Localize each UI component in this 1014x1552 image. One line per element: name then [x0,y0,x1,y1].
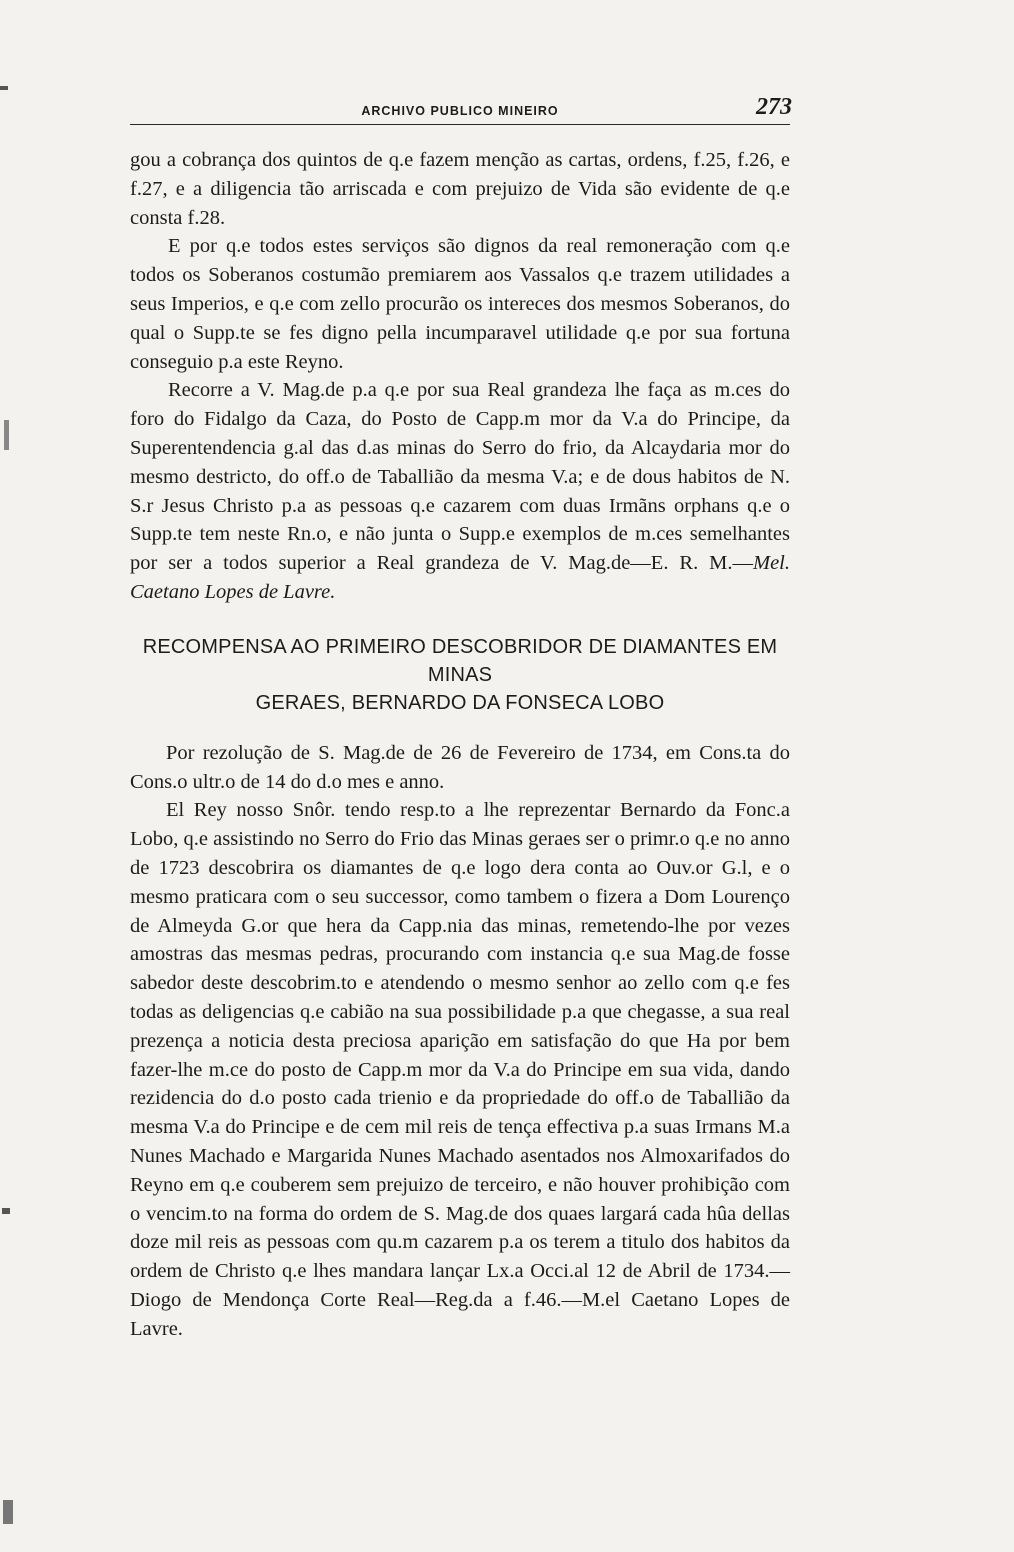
paragraph: El Rey nosso Snôr. tendo resp.to a lhe reprezentar Bernardo da Fonc.a Lobo, q.e assistindo no Serro do Frio das Minas geraes ser o primr.o q.e no anno de 1723 descobrira os diamantes de q.e logo dera conta ao Ouv.or G.l, e o mesmo praticara com o seu successor, como tambem o fizera a Dom Lourenço de Almeyda G.or que hera da Capp.nia das minas, remetendo-lhe por vezes amostras das mesmas pedras, procurando com instancia q.e sua Mag.de fosse sabedor deste descobrim.to e atendendo o mesmo senhor ao zello com q.e fes todas as deligencias q.e cabião na sua possibilidade p.a que chegasse, a sua real prezença a noticia desta preciosa aparição em satisfação do que Ha por bem fazer-lhe m.ce do posto de Capp.m mor da V.a do Principe em sua vida, dando rezidencia do d.o posto cada trienio e da propriedade do off.o de Taballião da mesma V.a do Principe e de cem mil reis de tença effectiva p.a suas Irmans M.a Nunes Machado e Margarida Nunes Machado asentados nos Almoxarifados do Reyno em q.e couberem sem prejuizo de terceiro, e não houver prohibição com o vencim.to na forma do ordem de S. Mag.de dos quaes largará cada hûa dellas doze mil reis as pessoas com qu.m cazarem p.a os terem a titulo dos habitos da ordem de Christo q.e lhes mandara lançar Lx.a Occi.al 12 de Abril de 1734.—Diogo de Mendonça Corte Real—Reg.da a f.46.—M.el Caetano Lopes de Lavre. [130,799,790,1340]
page-number: 273 [756,94,792,120]
scan-mark [4,420,9,450]
resolution-text [130,739,790,1344]
page-body [130,146,790,1343]
signature: Mel. Caetano Lopes de Lavre. [130,552,790,603]
petition-continuation [130,146,790,607]
running-head: ARCHIVO PUBLICO MINEIRO [361,104,559,118]
paragraph [130,376,790,606]
paragraph: gou a cobrança dos quintos de q.e fazem menção as cartas, ordens, f.25, f.26, e f.27, e a diligencia tão arriscada e com prejuizo de Vida são evidente de q.e consta f.28. [130,149,790,229]
section-title-line: RECOMPENSA AO PRIMEIRO DESCOBRIDOR DE DIAMANTES EM MINAS [142,635,778,686]
section-title-line: GERAES, BERNARDO DA FONSECA LOBO [255,691,665,714]
paragraph: E por q.e todos estes serviços são dignos da real remoneração com q.e todos os Soberanos costumão premiarem aos Vassalos q.e trazem utilidades a seus Imperios, e q.e com zello procurão os intereces dos mesmos Soberanos, do qual o Supp.te se fes digno pella incumparavel utilidade q.e por sua fortuna conseguio p.a este Reyno. [130,235,790,373]
scan-mark [0,86,8,90]
scan-mark [2,1208,10,1214]
paragraph-text: Recorre a V. Mag.de p.a q.e por sua Real grandeza lhe faça as m.ces do foro do Fidalgo da Caza, do Posto de Capp.m mor da V.a do Principe, da Superentendencia g.al das d.as minas do Serro do frio, da Alcaydaria mor do mesmo destricto, do off.o de Taballião da mesma V.a; e de dous habitos de N. S.r Jesus Christo p.a as pessoas q.e cazarem com duas Irmãns orphans q.e o Supp.te tem neste Rn.o, e não junta o Supp.e exemplos de m.ces semelhantes por ser a todos superior a Real grandeza de V. Mag.de—E. R. M.— [130,379,790,575]
scan-mark [3,1500,13,1524]
paragraph: Por rezolução de S. Mag.de de 26 de Fevereiro de 1734, em Cons.ta do Cons.o ultr.o de 14 do d.o mes e anno. [130,741,790,793]
page-header [130,96,790,125]
section-title [130,633,790,717]
